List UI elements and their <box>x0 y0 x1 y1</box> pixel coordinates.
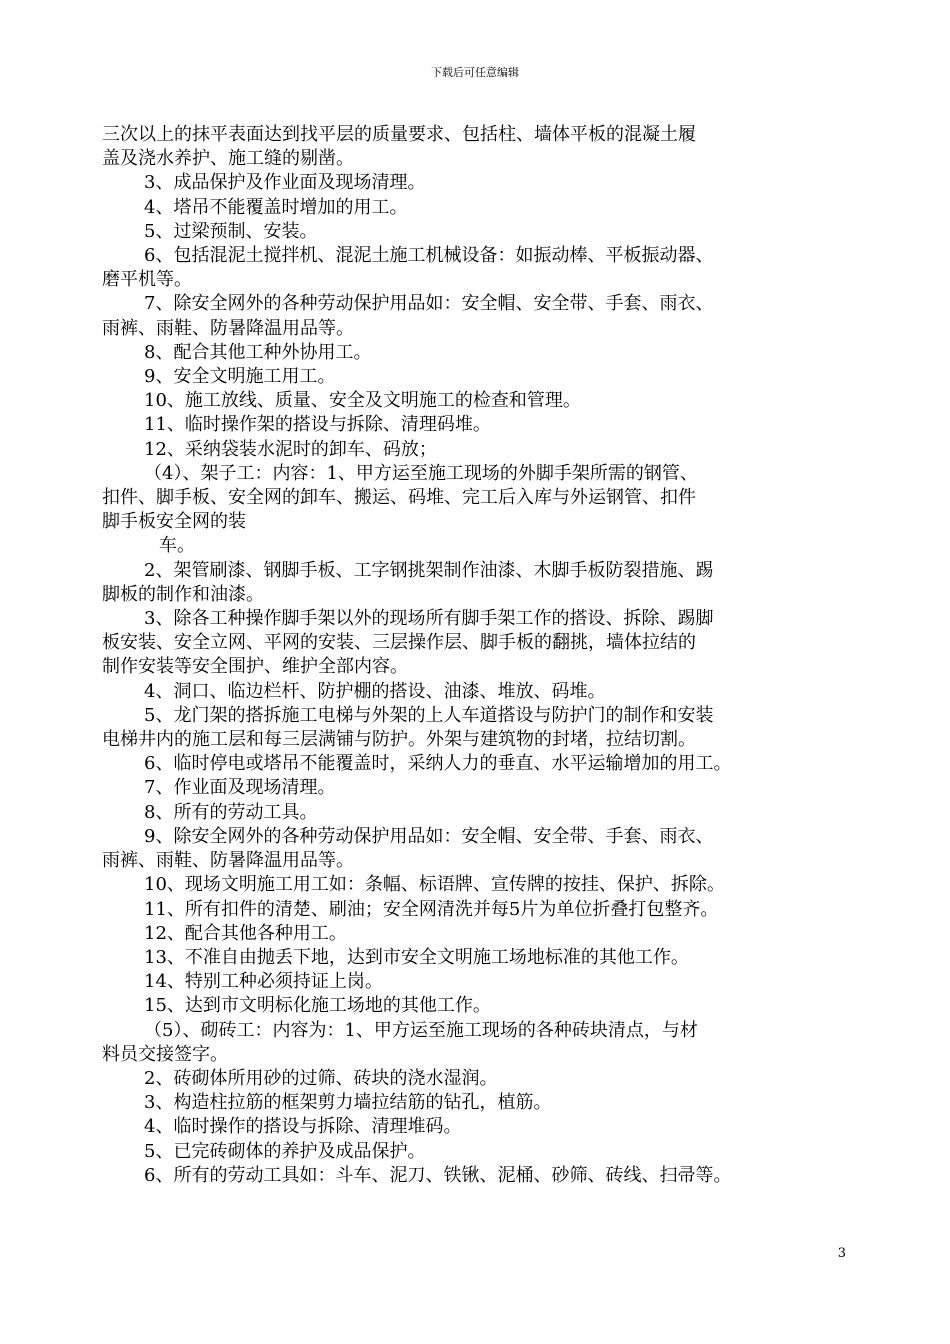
text-line: 雨裤、雨鞋、防暑降温用品等。 <box>102 317 354 339</box>
list-item: 4、洞口、临边栏杆、防护棚的搭设、油漆、堆放、码堆。 <box>144 680 606 702</box>
list-item: 11、临时操作架的搭设与拆除、清理码堆。 <box>144 414 491 436</box>
section-heading: （4）、架子工：内容：1、甲方运至施工现场的外脚手架所需的钢管、 <box>144 462 698 484</box>
page-header: 下载后可任意编辑 <box>431 66 519 79</box>
list-item: 10、现场文明施工用工如：条幅、标语牌、宣传牌的按挂、保护、拆除。 <box>144 874 725 896</box>
text-line: 车。 <box>159 535 195 557</box>
list-item: 12、采纳袋装水泥时的卸车、码放； <box>144 438 437 460</box>
list-item: 8、配合其他工种外协用工。 <box>144 341 372 363</box>
text-line: 脚手板安全网的装 <box>102 511 246 533</box>
text-line: 扣件、脚手板、安全网的卸车、搬运、码堆、完工后入库与外运钢管、扣件 <box>102 487 696 509</box>
text-line: 制作安装等安全围护、维护全部内容。 <box>102 656 408 678</box>
text-line: 料员交接签字。 <box>102 1043 228 1065</box>
list-item: 2、架管刷漆、钢脚手板、工字钢挑架制作油漆、木脚手板防裂措施、踢 <box>144 559 714 581</box>
list-item: 4、塔吊不能覆盖时增加的用工。 <box>144 196 408 218</box>
text-line: 板安装、安全立网、平网的安装、三层操作层、脚手板的翻挑，墙体拉结的 <box>102 632 696 654</box>
text-line: 三次以上的抹平表面达到找平层的质量要求、包括柱、墙体平板的混凝土履 <box>102 124 696 145</box>
text-line: 脚板的制作和油漆。 <box>102 583 264 605</box>
list-item: 12、配合其他各种用工。 <box>144 922 347 944</box>
list-item: 6、所有的劳动工具如：斗车、泥刀、铁锹、泥桶、砂筛、砖线、扫帚等。 <box>144 1164 732 1186</box>
list-item: 5、过梁预制、安装。 <box>144 220 318 242</box>
list-item: 5、龙门架的搭拆施工电梯与外架的上人车道搭设与防护门的制作和安装 <box>144 704 714 726</box>
list-item: 7、除安全网外的各种劳动保护用品如：安全帽、安全带、手套、雨衣、 <box>144 293 714 315</box>
list-item: 8、所有的劳动工具。 <box>144 801 318 823</box>
page-number: 3 <box>837 1246 846 1261</box>
list-item: 7、作业面及现场清理。 <box>144 777 336 799</box>
list-item: 13、不准自由抛丢下地，达到市安全文明施工场地标准的其他工作。 <box>144 946 689 968</box>
text-line: 电梯井内的施工层和每三层满铺与防护。外架与建筑物的封堵，拉结切割。 <box>102 729 696 751</box>
text-line: 磨平机等。 <box>102 269 192 291</box>
list-item: 4、临时操作的搭设与拆除、清理堆码。 <box>144 1116 462 1138</box>
list-item: 6、包括混泥土搅拌机、混泥土施工机械设备：如振动棒、平板振动器、 <box>144 245 714 267</box>
list-item: 9、除安全网外的各种劳动保护用品如：安全帽、安全带、手套、雨衣、 <box>144 825 714 847</box>
document-body <box>102 123 864 1188</box>
list-item: 14、特别工种必须持证上岗。 <box>144 971 383 993</box>
list-item: 3、成品保护及作业面及现场清理。 <box>144 172 426 194</box>
list-item: 2、砖砌体所用砂的过筛、砖块的浇水湿润。 <box>144 1067 498 1089</box>
list-item: 3、构造柱拉筋的框架剪力墙拉结筋的钻孔，植筋。 <box>144 1092 552 1114</box>
text-line: 盖及浇水养护、施工缝的剔凿。 <box>102 148 354 170</box>
section-heading: （5）、砌砖工：内容为：1、甲方运至施工现场的各种砖块清点，与材 <box>144 1019 698 1041</box>
text-line: 雨裤、雨鞋、防暑降温用品等。 <box>102 850 354 872</box>
list-item: 9、安全文明施工用工。 <box>144 366 336 388</box>
list-item: 15、达到市文明标化施工场地的其他工作。 <box>144 995 491 1017</box>
list-item: 11、所有扣件的清楚、刷油；安全网清洗并每5片为单位折叠打包整齐。 <box>144 898 719 920</box>
list-item: 3、除各工种操作脚手架以外的现场所有脚手架工作的搭设、拆除、踢脚 <box>144 608 714 630</box>
list-item: 5、已完砖砌体的养护及成品保护。 <box>144 1140 426 1162</box>
list-item: 6、临时停电或塔吊不能覆盖时，采纳人力的垂直、水平运输增加的用工。 <box>144 753 732 775</box>
list-item: 10、施工放线、质量、安全及文明施工的检查和管理。 <box>144 390 581 412</box>
